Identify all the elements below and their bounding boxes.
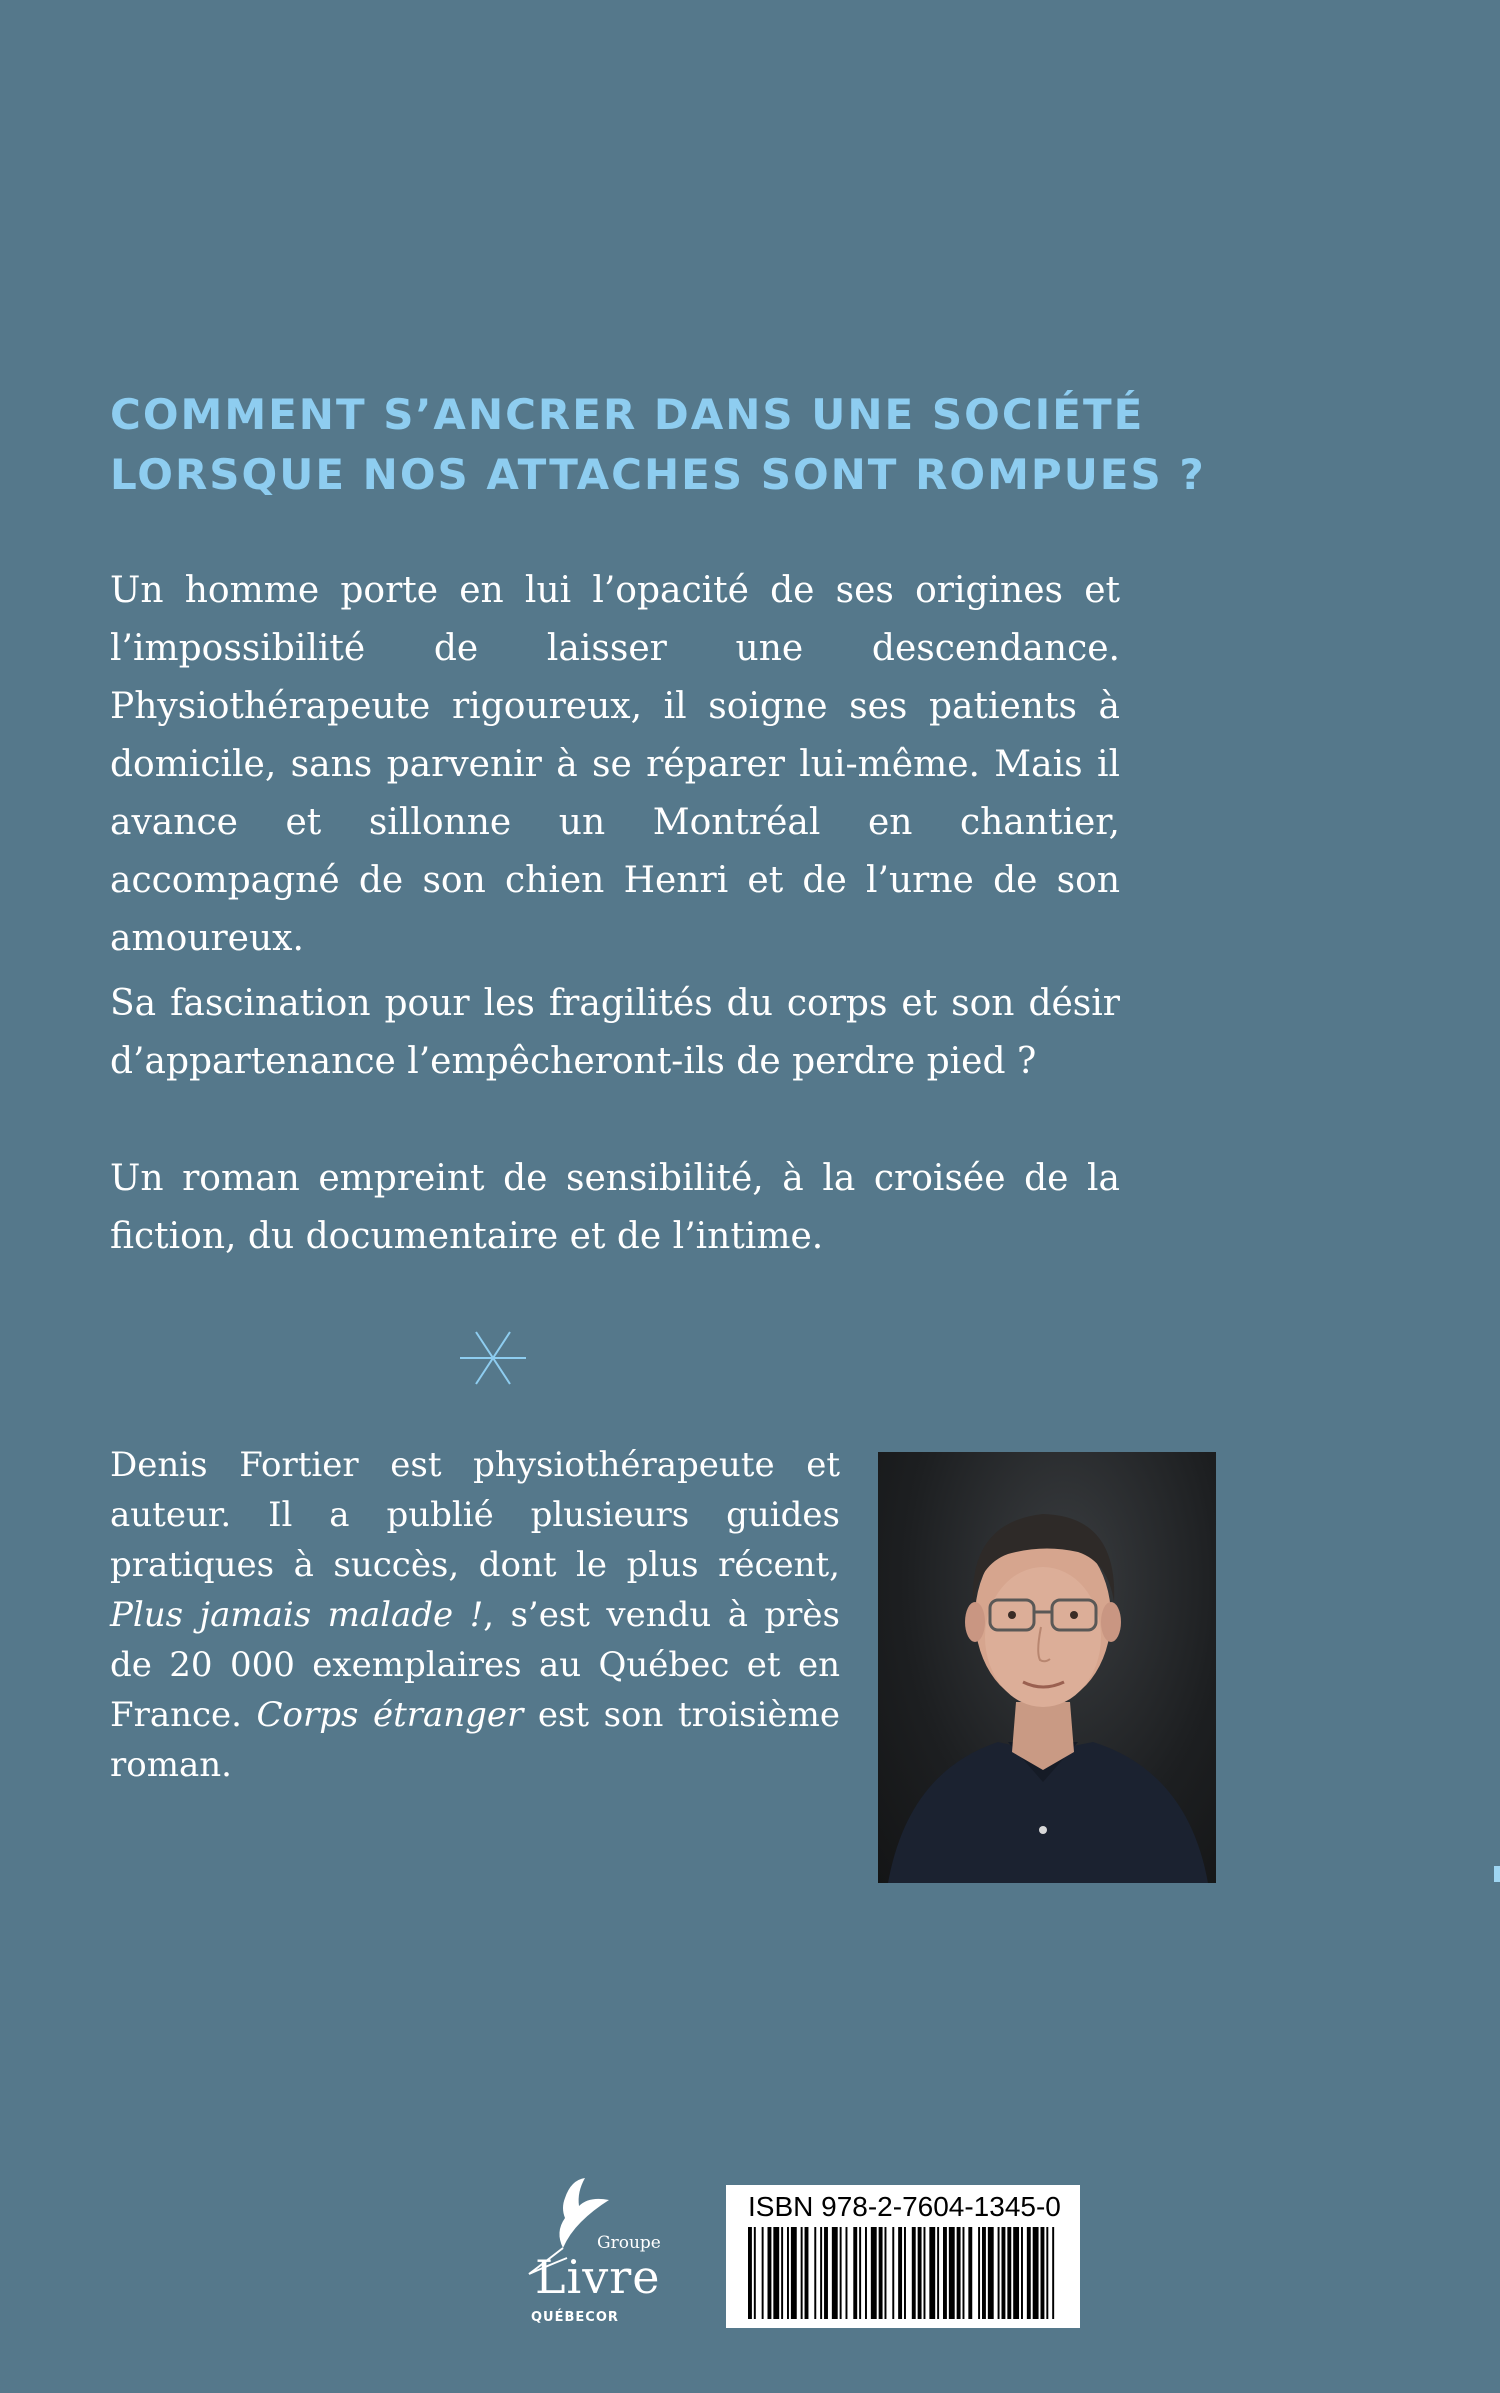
headline-line-2: LORSQUE NOS ATTACHES SONT ROMPUES ? (110, 450, 1206, 499)
isbn-barcode-block (726, 2185, 1080, 2328)
logo-livre-text: Livre (535, 2250, 661, 2304)
synopsis-paragraph-2: Sa fascination pour les fragilités du corps et son désir d’appartenance l’empêcheront-ils de perdre pied ? (110, 983, 1120, 1082)
synopsis-paragraph-1: Un homme porte en lui l’opacité de ses origines et l’impossibilité de laisser une descendance. Physiothérapeute rigoureux, il soigne ses patients à domicile, sans parvenir à se réparer lui-même. Mais il avance et sillonne un Montréal en chantier, accompagné de son chien Henri et de l’urne de son amoureux. (110, 570, 1120, 959)
headline (110, 385, 1206, 505)
bio-book-title-1: Plus jamais malade ! (110, 1595, 484, 1635)
author-photo (878, 1452, 1216, 1883)
author-bio (110, 1440, 840, 1790)
logo-groupe-text: Groupe (597, 2233, 661, 2253)
asterisk-ornament-icon (458, 1328, 528, 1388)
isbn-number: ISBN 978-2-7604-1345-0 (748, 2191, 1061, 2222)
bio-text-3: est son troisième roman. (110, 1695, 840, 1785)
headline-line-1: COMMENT S’ANCRER DANS UNE SOCIÉTÉ (110, 390, 1145, 439)
synopsis-paragraph-3: Un roman empreint de sensibilité, à la croisée de la fiction, du documentaire et de l’intime. (110, 1158, 1120, 1257)
bio-text-2: , s’est vendu à près de 20 000 exemplaires au Québec et en France. (110, 1595, 840, 1735)
bio-text-1: Denis Fortier est physiothérapeute et auteur. Il a publié plusieurs guides pratiques à succès, dont le plus récent, (110, 1445, 840, 1585)
barcode-icon (748, 2227, 1060, 2319)
groupe-livre-quebecor-logo (505, 2178, 680, 2328)
bio-book-title-2: Corps étranger (256, 1695, 524, 1735)
edge-mark (1494, 1866, 1500, 1882)
logo-quebecor-text: QUÉBECOR (531, 2310, 619, 2325)
